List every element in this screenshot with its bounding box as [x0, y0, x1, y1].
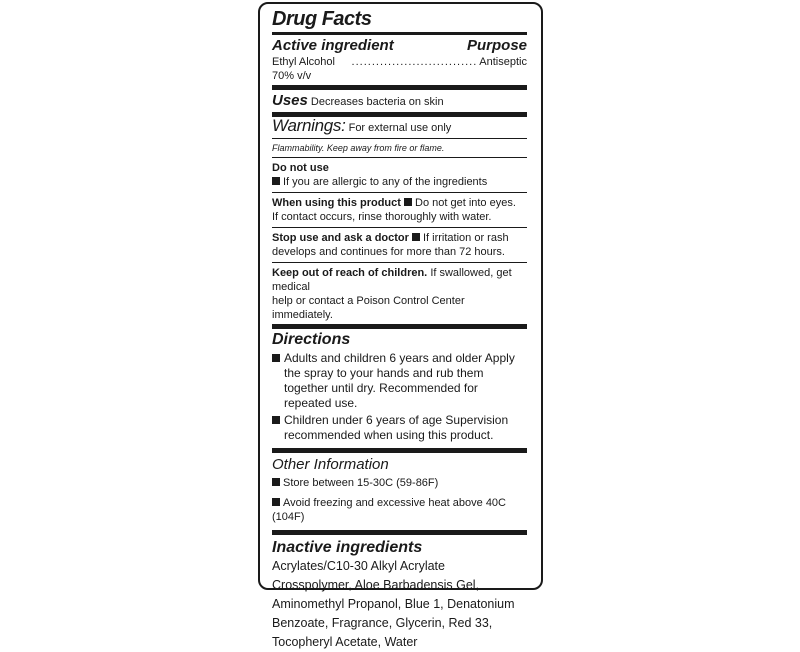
when-using-text-1: Do not get into eyes.: [415, 197, 516, 209]
keep-out-text-2: help or contact a Poison Control Center immediately.: [272, 295, 465, 321]
drug-facts-title: Drug Facts: [272, 8, 372, 30]
other-information-text: Store between 15-30C (59-86F): [283, 477, 439, 489]
warnings-heading-row: [272, 116, 527, 135]
purpose-heading: Purpose: [466, 37, 527, 54]
purpose-value: Antiseptic: [479, 56, 527, 68]
keep-out-text-1: If swallowed, get medical: [272, 267, 512, 293]
drug-facts-label: [258, 2, 543, 649]
do-not-use-item: [272, 175, 527, 189]
divider: [272, 324, 527, 329]
directions-item-text: Adults and children 6 years and older Apply the spray to your hands and rub them together until dry. Recommended for repeated use.: [284, 351, 515, 410]
do-not-use-text: If you are allergic to any of the ingredients: [283, 176, 488, 188]
bullet-square-icon: [272, 416, 280, 424]
stop-use-section: [272, 231, 527, 259]
divider: [272, 157, 527, 158]
divider: [272, 138, 527, 139]
directions-item: [272, 351, 527, 411]
keep-out-section: [272, 266, 527, 322]
active-ingredient-value: Ethyl Alcohol 70% v/v: [272, 56, 335, 82]
other-information-item: [272, 496, 527, 524]
leader-dots: ...............................: [351, 56, 478, 68]
inactive-ingredients-text: Acrylates/C10-30 Alkyl Acrylate Crosspolymer, Aloe Barbadensis Gel, Aminomethyl Propanol, Blue 1, Denatonium Benzoate, Fragrance, Glycerin, Red 33, Tocopheryl Acetate, Water: [272, 559, 515, 649]
divider: [272, 192, 527, 193]
stop-use-text-2: develops and continues for more than 72 hours.: [272, 246, 505, 258]
uses-heading: Uses: [272, 92, 308, 109]
other-information-heading: Other Information: [272, 456, 389, 473]
divider: [272, 448, 527, 453]
when-using-text-2: If contact occurs, rinse thoroughly with water.: [272, 211, 492, 223]
when-using-heading: When using this product: [272, 197, 401, 209]
bullet-square-icon: [272, 354, 280, 362]
directions-item-text: Children under 6 years of age Supervision recommended when using this product.: [284, 413, 509, 442]
stop-use-heading: Stop use and ask a doctor: [272, 232, 409, 244]
external-use-text: For external use only: [348, 122, 452, 134]
bullet-square-icon: [404, 198, 412, 206]
bullet-square-icon: [272, 478, 280, 486]
drug-facts-content: [272, 8, 527, 652]
flammability-text: Flammability. Keep away from fire or flame.: [272, 143, 445, 153]
keep-out-heading: Keep out of reach of children.: [272, 267, 428, 279]
active-ingredient-heading: Active ingredient: [272, 37, 394, 54]
do-not-use-heading: Do not use: [272, 162, 329, 174]
bullet-square-icon: [412, 233, 420, 241]
other-information-item: [272, 476, 527, 490]
bullet-square-icon: [272, 498, 280, 506]
active-ingredient-header-row: [272, 37, 527, 55]
divider: [272, 227, 527, 228]
divider: [272, 530, 527, 535]
when-using-section: [272, 196, 527, 224]
divider: [272, 262, 527, 263]
directions-heading: Directions: [272, 331, 351, 348]
inactive-ingredients-heading: Inactive ingredients: [272, 539, 423, 556]
stop-use-text-1: If irritation or rash: [422, 232, 509, 244]
other-information-text: Avoid freezing and excessive heat above 40C (104F): [272, 497, 506, 523]
directions-item: [272, 413, 527, 443]
uses-text: Decreases bacteria on skin: [310, 96, 444, 108]
bullet-square-icon: [272, 177, 280, 185]
divider: [272, 85, 527, 90]
divider: [272, 32, 527, 35]
active-ingredient-row: [272, 55, 527, 83]
uses-section: [272, 92, 527, 110]
warnings-heading: Warnings:: [272, 116, 346, 135]
